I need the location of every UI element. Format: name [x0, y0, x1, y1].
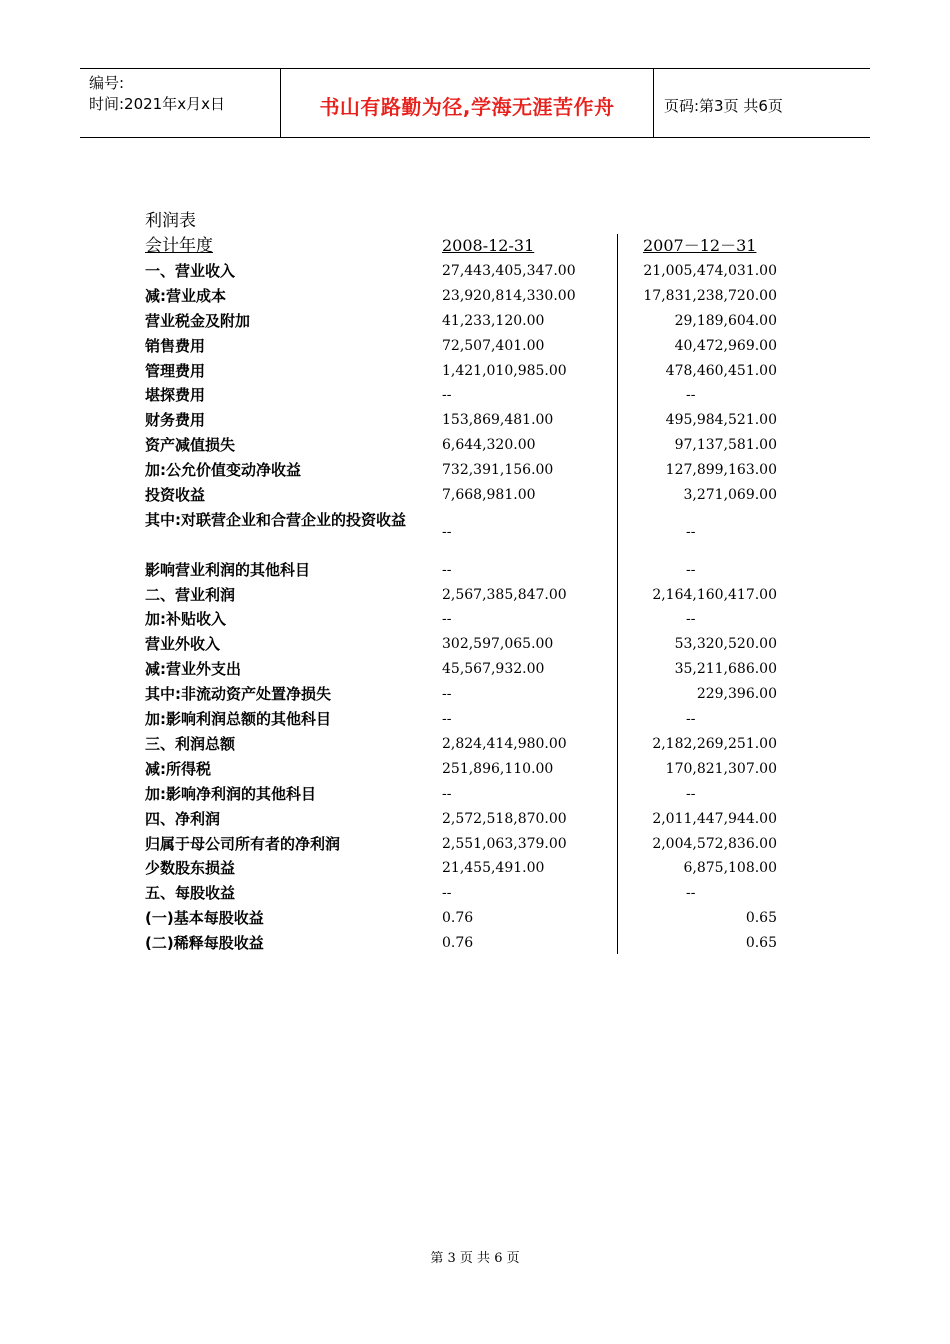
row-value-2007: 29,189,604.00	[674, 312, 777, 329]
statement-row	[0, 433, 950, 458]
row-value-2007: 2,182,269,251.00	[652, 735, 777, 752]
row-label: 三、利润总额	[145, 734, 236, 753]
row-label: 堪探费用	[145, 386, 206, 405]
row-value-2007: 6,875,108.00	[683, 860, 777, 877]
row-label: 减:营业外支出	[145, 660, 241, 679]
column-header-2008: 2008-12-31	[442, 236, 535, 255]
row-value-2008: --	[442, 686, 452, 703]
row-value-2007: 0.65	[745, 910, 777, 927]
row-value-2008: 2,551,063,379.00	[442, 835, 567, 852]
row-value-2007: 2,011,447,944.00	[652, 810, 777, 827]
row-value-2008: --	[442, 885, 452, 902]
document-time-label: 时间:2021年x月x日	[89, 95, 225, 113]
column-header-2007: 2007－12－31	[643, 236, 757, 255]
row-value-2008: 251,896,110.00	[442, 760, 554, 777]
row-label: 销售费用	[145, 336, 206, 355]
row-label: 减:所得税	[145, 759, 211, 778]
row-value-2007: 495,984,521.00	[665, 412, 777, 429]
document-number-label: 编号:	[89, 74, 125, 92]
row-value-2007: --	[686, 561, 696, 578]
statement-row	[0, 508, 950, 558]
row-value-2007: --	[686, 711, 696, 728]
row-label: 财务费用	[145, 411, 206, 430]
row-value-2008: 2,824,414,980.00	[442, 735, 567, 752]
row-value-2007: --	[686, 523, 696, 540]
page-footer: 第 3 页 共 6 页	[430, 1251, 520, 1266]
row-label: 其中:非流动资产处置净损失	[145, 685, 331, 704]
row-value-2008: 27,443,405,347.00	[442, 263, 576, 279]
statement-title: 利润表	[145, 211, 196, 231]
row-value-2007: 35,211,686.00	[674, 661, 777, 678]
statement-row	[0, 583, 950, 608]
statement-row	[0, 309, 950, 334]
row-label: 一、营业收入	[145, 262, 236, 280]
row-value-2007: 53,320,520.00	[674, 636, 777, 653]
row-value-2007: 127,899,163.00	[665, 462, 777, 479]
row-label: 四、净利润	[145, 809, 221, 828]
page-header	[80, 68, 870, 138]
row-label: 投资收益	[145, 486, 206, 505]
row-label: 资产减值损失	[145, 436, 236, 455]
row-value-2008: --	[442, 785, 452, 802]
row-label: (一)基本每股收益	[145, 909, 264, 928]
row-value-2007: 170,821,307.00	[665, 760, 777, 777]
row-label: 营业外收入	[145, 635, 221, 654]
row-value-2007: --	[686, 785, 696, 802]
row-value-2008: 1,421,010,985.00	[442, 362, 567, 379]
column-header-label: 会计年度	[145, 236, 213, 256]
header-meta	[80, 69, 281, 137]
row-value-2008: --	[442, 561, 452, 578]
row-value-2008: --	[442, 523, 452, 540]
header-motto: 书山有路勤为径,学海无涯苦作舟	[281, 69, 654, 137]
row-label: 营业税金及附加	[145, 311, 251, 330]
row-value-2008: 732,391,156.00	[442, 462, 554, 479]
row-value-2008: 45,567,932.00	[442, 661, 545, 678]
row-value-2007: 478,460,451.00	[665, 362, 777, 379]
row-value-2008: 6,644,320.00	[442, 437, 536, 454]
statement-row	[0, 483, 950, 508]
row-label: 归属于母公司所有者的净利润	[145, 834, 341, 853]
row-label: 五、每股收益	[145, 884, 236, 903]
statement-row	[0, 682, 950, 707]
statement-row	[0, 558, 950, 583]
statement-row	[0, 657, 950, 682]
row-value-2008: 72,507,401.00	[442, 337, 545, 354]
statement-row	[0, 906, 950, 931]
row-value-2008: --	[442, 387, 452, 404]
statement-row	[0, 856, 950, 881]
statement-row	[0, 632, 950, 657]
row-value-2008: 7,668,981.00	[442, 487, 536, 504]
row-value-2008: 41,233,120.00	[442, 312, 545, 329]
row-value-2007: --	[686, 611, 696, 628]
row-label: 其中:对联营企业和合营企业的投资收益	[145, 510, 407, 529]
row-value-2008: 0.76	[442, 910, 474, 927]
statement-row	[0, 732, 950, 757]
row-value-2007: --	[686, 885, 696, 902]
row-value-2007: 2,164,160,417.00	[652, 586, 777, 603]
row-value-2007: 229,396.00	[696, 686, 777, 703]
row-label: 加:公允价值变动净收益	[145, 461, 301, 480]
row-label: 加:影响利润总额的其他科目	[145, 710, 331, 729]
row-value-2007: 21,005,474,031.00	[643, 263, 777, 279]
row-value-2007: 0.65	[745, 935, 777, 952]
row-label: 加:补贴收入	[145, 610, 226, 629]
row-label: 二、营业利润	[145, 585, 236, 604]
statement-row	[0, 832, 950, 857]
statement-row	[0, 757, 950, 782]
row-value-2008: --	[442, 711, 452, 728]
header-page-info: 页码:第3页 共6页	[664, 96, 783, 115]
row-label: 管理费用	[145, 361, 206, 380]
statement-row	[0, 359, 950, 384]
statement-row	[0, 334, 950, 359]
row-value-2007: 97,137,581.00	[674, 437, 777, 454]
row-value-2007: 17,831,238,720.00	[643, 287, 777, 304]
row-value-2008: 0.76	[442, 935, 474, 952]
statement-row	[0, 408, 950, 433]
statement-rows	[0, 259, 950, 956]
statement-row	[0, 881, 950, 906]
statement-row	[0, 259, 950, 284]
statement-row	[0, 607, 950, 632]
row-label: 加:影响净利润的其他科目	[145, 784, 316, 803]
row-label: (二)稀释每股收益	[145, 934, 264, 953]
statement-row	[0, 458, 950, 483]
statement-row	[0, 707, 950, 732]
row-value-2007: 2,004,572,836.00	[652, 835, 777, 852]
row-value-2008: 23,920,814,330.00	[442, 287, 576, 304]
statement-row	[0, 931, 950, 956]
statement-row	[0, 284, 950, 309]
row-label: 减:营业成本	[145, 286, 226, 305]
row-value-2008: 302,597,065.00	[442, 636, 554, 653]
row-value-2008: 2,567,385,847.00	[442, 586, 567, 603]
statement-row	[0, 383, 950, 408]
row-label: 影响营业利润的其他科目	[145, 560, 311, 579]
row-value-2007: 3,271,069.00	[683, 487, 777, 504]
row-value-2007: --	[686, 387, 696, 404]
row-value-2008: 2,572,518,870.00	[442, 810, 567, 827]
statement-row	[0, 807, 950, 832]
row-value-2008: 153,869,481.00	[442, 412, 554, 429]
row-value-2008: 21,455,491.00	[442, 860, 545, 877]
row-value-2007: 40,472,969.00	[674, 337, 777, 354]
row-label: 少数股东损益	[145, 859, 236, 878]
statement-row	[0, 782, 950, 807]
row-value-2008: --	[442, 611, 452, 628]
